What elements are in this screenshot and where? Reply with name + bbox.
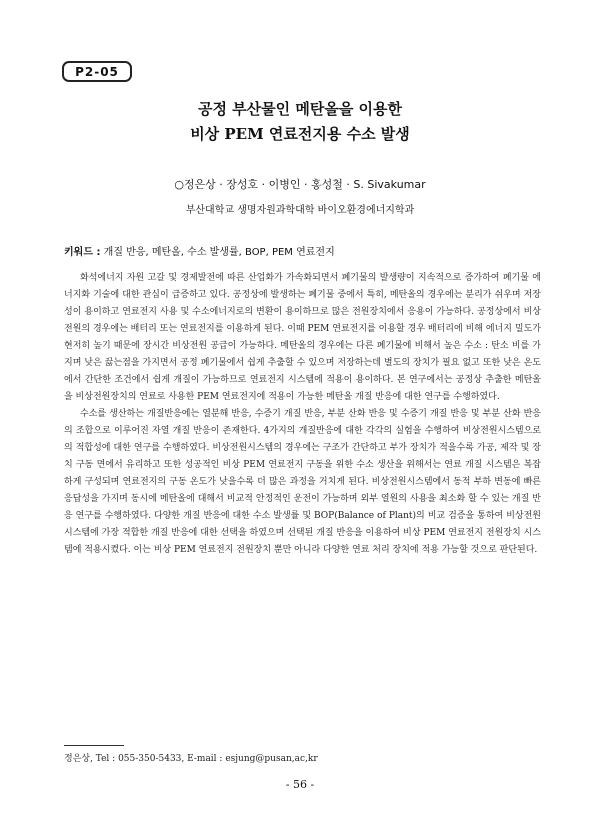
abstract-body <box>64 270 541 559</box>
session-badge: P2-05 <box>62 61 132 82</box>
abstract-paragraph-2: 수소를 생산하는 개질반응에는 열분해 반응, 수증기 개질 반응, 부분 산화 반응 및 수증기 개질 반응 및 부분 산화 반응의 조합으로 이루어진 자열 개질 반응이 존재한다. 4가지의 개질반응에 대한 각각의 실험을 수행하여 비상전원시스템으로의 적합성에 대한 연구를 수행하였다. 비상전원시스템의 경우에는 구조가 간단하고 부가 장치가 적을수록 가공, 제작 및 장치 구동 면에서 유리하고 또한 성공적인 비상 PEM 연료전지 구동을 위한 수소 생산을 위해서는 연료 개질 시스템은 복잡하게 구성되며 연료전지의 구동 온도가 낮을수록 더 많은 과정을 거치게 된다. 비상전원시스템에서 동적 부하 변동에 빠른 응답성을 가지며 동시에 메탄올에 대해서 비교적 안정적인 운전이 가능하며 외부 열원의 사용을 최소화 할 수 있는 개질 반응 연구를 수행하였다. 다양한 개질 반응에 대한 수소 발생률 및 BOP(Balance of Plant)의 비교 검증을 통하여 비상전원시스템에 가장 적합한 개질 반응에 대한 선택을 하였으며 선택된 개질 반응을 이용하여 비상 PEM 연료전지 전원장치 시스템에 적용시켰다. 이는 비상 PEM 연료전지 전원장치 뿐만 아니라 다양한 연료 처리 장치에 적용 가능할 것으로 판단된다. <box>64 409 541 555</box>
page-number: - 56 - <box>285 778 315 791</box>
paper-title-line-2: 비상 PEM 연료전지용 수소 발생 <box>190 125 410 143</box>
abstract-paragraph-1: 화석에너지 자원 고갈 및 경제발전에 따른 산업화가 가속화되면서 폐기물의 발생량이 지속적으로 증가하여 폐기물 에너지화 기술에 대한 관심이 급증하고 있다. 공정상에 발생하는 폐기물 중에서 특히, 메탄올의 경우에는 분리가 쉬우며 저장성이 용이하고 연료전지 사용 및 수소에너지로의 변환이 용이하므로 많은 전원장치에서 응용이 가능하다. 공정상에서 비상전원의 경우에는 배터리 또는 연료전지를 이용하게 된다. 이때 PEM 연료전지를 이용할 경우 배터리에 비해 에너지 밀도가 현저히 높기 때문에 장시간 비상전원 공급이 가능하다. 메탄올의 경우에는 다른 폐기물에 비해서 높은 수소 : 탄소 비를 가지며 낮은 끓는점을 가지면서 공정 폐기물에서 쉽게 추출할 수 있으며 저장하는데 별도의 장치가 필요 없고 또한 낮은 온도에서 간단한 조건에서 쉽게 개질이 가능하므로 연료전지 시스템에 적용이 용이하다. 본 연구에서는 공정상 추출한 메탄올을 비상전원장치의 연료로 사용한 PEM 연료전지에 적용이 가능한 메탄올 개질 반응에 대한 연구를 수행하였다. <box>64 273 541 402</box>
keywords-text: 개질 반응, 메탄올, 수소 발생률, BOP, PEM 연료전지 <box>103 247 335 258</box>
affiliation: 부산대학교 생명자원과학대학 바이오환경에너지학과 <box>185 205 415 216</box>
footnote-contact: 정은상, Tel : 055-350-5433, E-mail : esjung@pusan,ac,kr <box>64 754 318 764</box>
author-list: ○정은상 · 장성호 · 이병인 · 홍성철 · S. Sivakumar <box>174 178 426 191</box>
keywords-line <box>64 243 544 258</box>
paper-title-line-1: 공정 부산물인 메탄올을 이용한 <box>197 100 403 118</box>
footnote-divider <box>64 745 124 746</box>
keywords-label: 키워드 : <box>64 247 101 258</box>
